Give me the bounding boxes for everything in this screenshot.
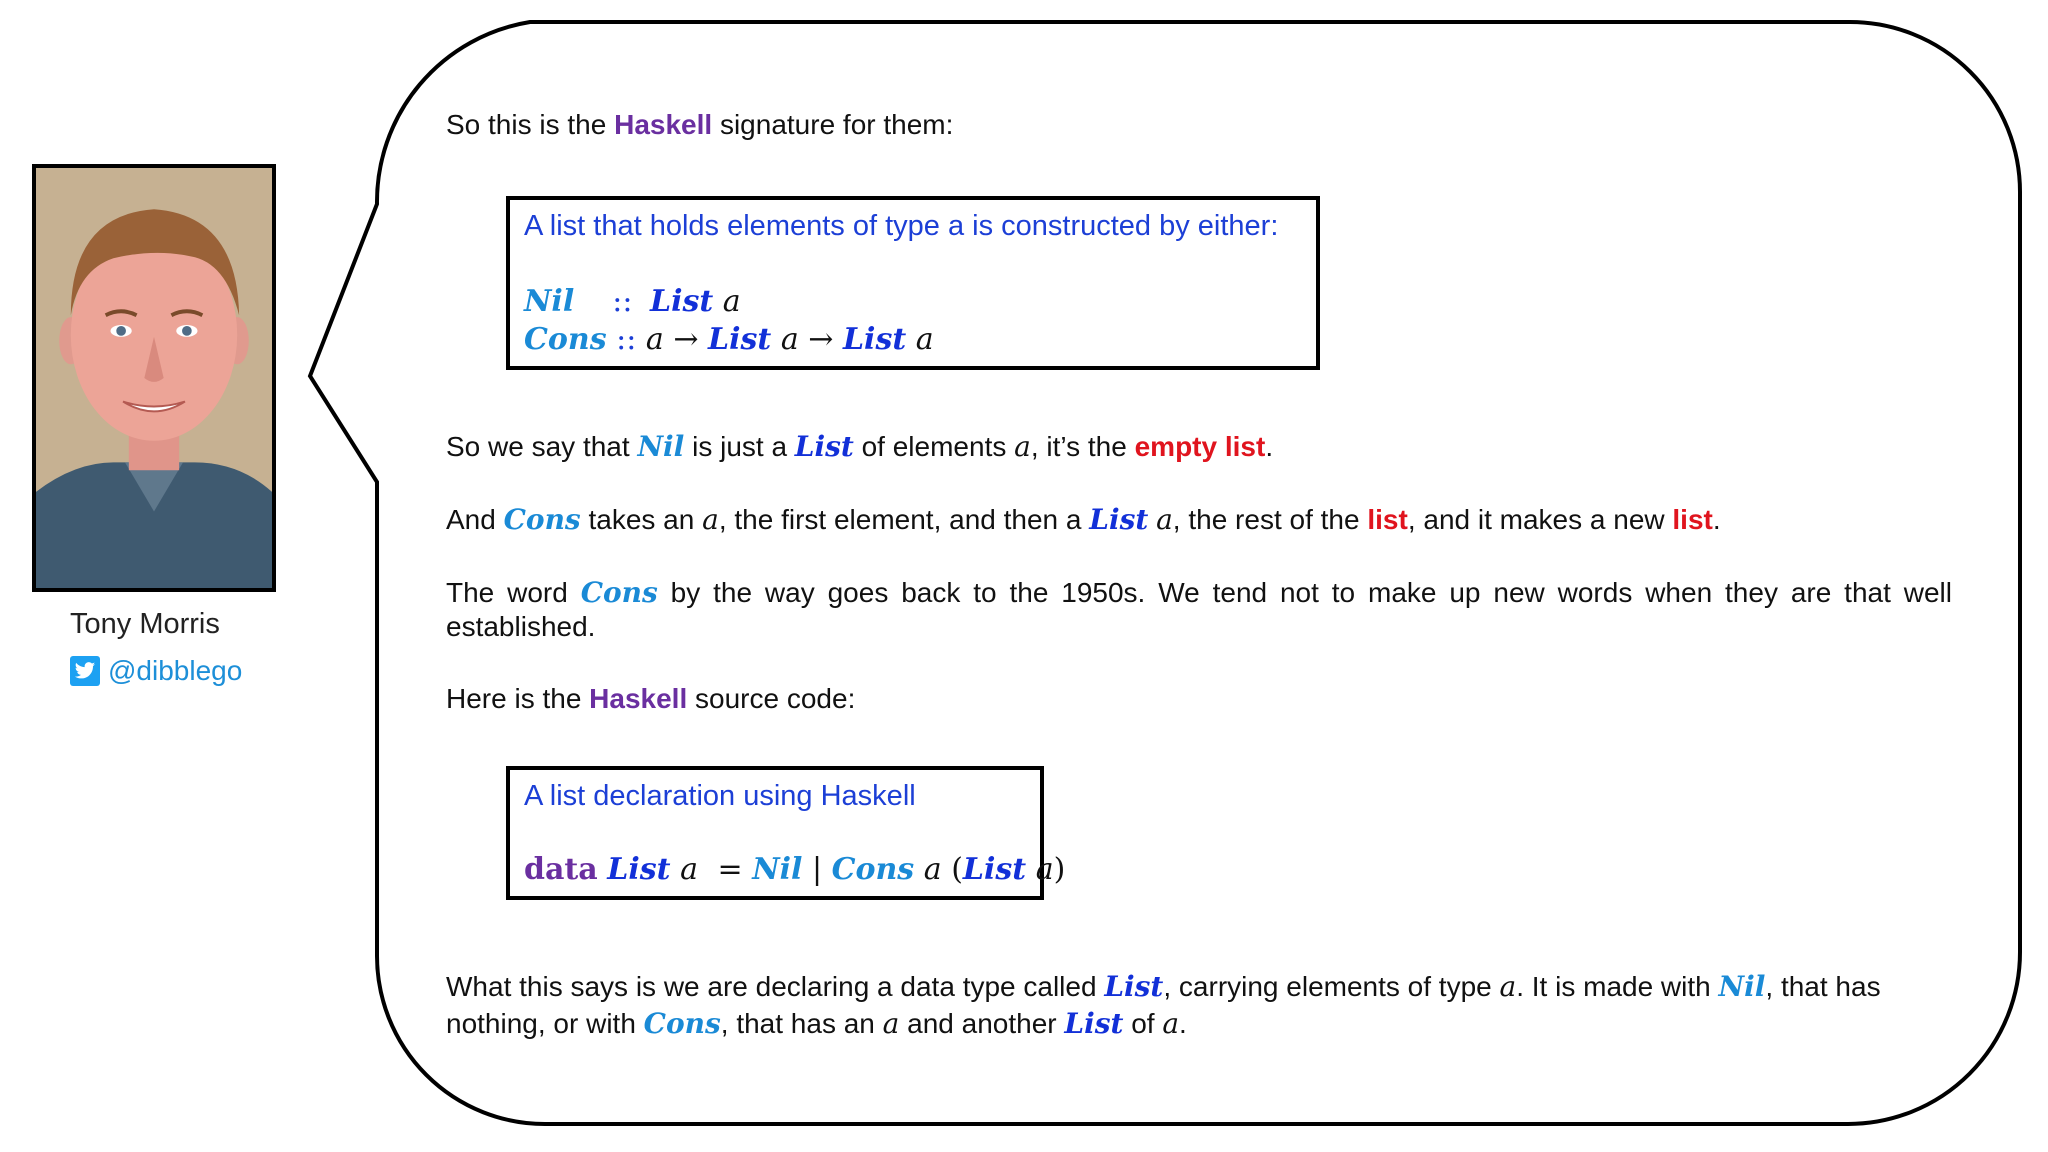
twitter-handle-link[interactable]	[70, 655, 242, 687]
source-code-intro: Here is the Haskell source code:	[446, 683, 856, 714]
declaration-explanation: What this says is we are declaring a data type called List, carrying elements of type a. It is made with Nil, that has nothing, or with Cons, that has an a and another List of a.	[446, 970, 1881, 1040]
twitter-bird-icon	[70, 656, 100, 686]
list-declaration-box	[506, 766, 1066, 900]
intro-paragraph: So this is the Haskell signature for them:	[446, 109, 954, 140]
declaration-box-title: A list declaration using Haskell	[524, 780, 916, 812]
signature-box-title: A list that holds elements of type a is constructed by either:	[524, 210, 1279, 242]
nil-explanation: So we say that Nil is just a List of elements a, it’s the empty list.	[446, 430, 1274, 463]
twitter-handle: @dibblego	[108, 655, 243, 686]
speaker-name: Tony Morris	[70, 608, 220, 640]
cons-history-paragraph: The word Cons by the way goes back to the 1950s. We tend not to make up new words when they are that well established.	[446, 576, 1952, 642]
speaker-photo	[32, 164, 276, 592]
cons-signature: Cons :: a → List a → List a	[524, 322, 934, 357]
list-data-declaration: data List a = Nil | Cons a (List a)	[524, 852, 1066, 887]
nil-signature: Nil :: List a	[524, 284, 741, 319]
cons-explanation: And Cons takes an a, the first element, and then a List a, the rest of the list, and it makes a new list.	[446, 503, 1721, 536]
constructor-signature-box	[506, 196, 1320, 370]
